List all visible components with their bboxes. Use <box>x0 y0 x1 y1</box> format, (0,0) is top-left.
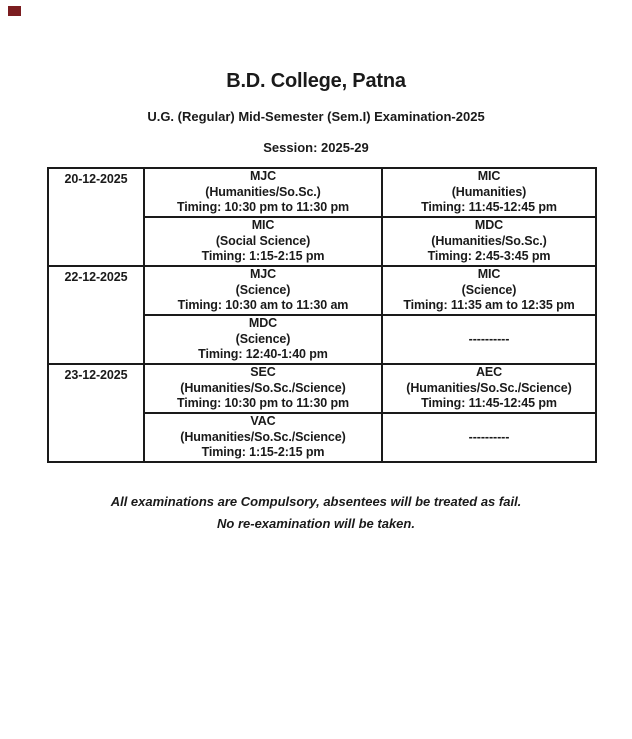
course-code: SEC <box>250 365 276 380</box>
exam-cell <box>144 315 382 364</box>
page-title: B.D. College, Patna <box>226 70 406 92</box>
course-stream: (Humanities) <box>451 184 527 199</box>
course-stream: (Humanities/So.Sc.) <box>205 184 321 199</box>
course-code: MDC <box>474 218 504 233</box>
table-row <box>48 266 596 315</box>
exam-date: 22-12-2025 <box>48 266 144 364</box>
placeholder-dashes: ---------- <box>468 429 510 444</box>
course-timing: Timing: 11:45-12:45 pm <box>421 200 557 215</box>
course-stream: (Humanities/So.Sc.) <box>431 233 547 248</box>
exam-subtitle: U.G. (Regular) Mid-Semester (Sem.I) Examination-2025 <box>147 109 485 124</box>
course-timing: Timing: 10:30 pm to 11:30 pm <box>176 396 350 411</box>
course-code: MIC <box>251 218 275 233</box>
course-stream: (Humanities/So.Sc./Science) <box>406 380 572 395</box>
exam-cell <box>144 168 382 217</box>
table-row <box>48 364 596 413</box>
course-stream: (Science) <box>235 331 291 346</box>
course-code: MIC <box>477 169 501 184</box>
exam-date: 23-12-2025 <box>48 364 144 462</box>
corner-mark <box>8 6 21 16</box>
exam-cell <box>382 266 596 315</box>
no-exam-cell <box>382 315 596 364</box>
course-stream: (Science) <box>235 282 291 297</box>
no-exam-cell <box>382 413 596 462</box>
course-stream: (Humanities/So.Sc./Science) <box>180 380 346 395</box>
exam-cell <box>382 168 596 217</box>
exam-cell <box>382 364 596 413</box>
course-code: MIC <box>477 267 501 282</box>
course-timing: Timing: 11:45-12:45 pm <box>421 396 557 411</box>
note-line-2: No re-examination will be taken. <box>217 516 415 531</box>
course-timing: Timing: 1:15-2:15 pm <box>201 249 325 264</box>
exam-cell <box>144 413 382 462</box>
exam-cell <box>382 217 596 266</box>
course-stream: (Humanities/So.Sc./Science) <box>180 429 346 444</box>
course-timing: Timing: 11:35 am to 12:35 pm <box>403 298 575 313</box>
footer-notes <box>0 491 632 535</box>
course-timing: Timing: 10:30 pm to 11:30 pm <box>176 200 350 215</box>
course-stream: (Social Science) <box>215 233 311 248</box>
course-code: MJC <box>249 267 277 282</box>
course-timing: Timing: 2:45-3:45 pm <box>427 249 551 264</box>
course-timing: Timing: 1:15-2:15 pm <box>201 445 325 460</box>
exam-cell <box>144 266 382 315</box>
session-line: Session: 2025-29 <box>263 140 369 155</box>
course-stream: (Science) <box>461 282 517 297</box>
exam-cell <box>144 364 382 413</box>
course-code: AEC <box>475 365 503 380</box>
placeholder-dashes: ---------- <box>468 331 510 346</box>
course-code: VAC <box>250 414 276 429</box>
course-timing: Timing: 10:30 am to 11:30 am <box>177 298 349 313</box>
note-line-1: All examinations are Compulsory, absentees will be treated as fail. <box>110 494 522 509</box>
table-row <box>48 168 596 217</box>
course-code: MJC <box>249 169 277 184</box>
exam-date: 20-12-2025 <box>48 168 144 266</box>
exam-cell <box>144 217 382 266</box>
course-timing: Timing: 12:40-1:40 pm <box>198 347 328 362</box>
course-code: MDC <box>248 316 278 331</box>
exam-timetable <box>47 167 597 463</box>
